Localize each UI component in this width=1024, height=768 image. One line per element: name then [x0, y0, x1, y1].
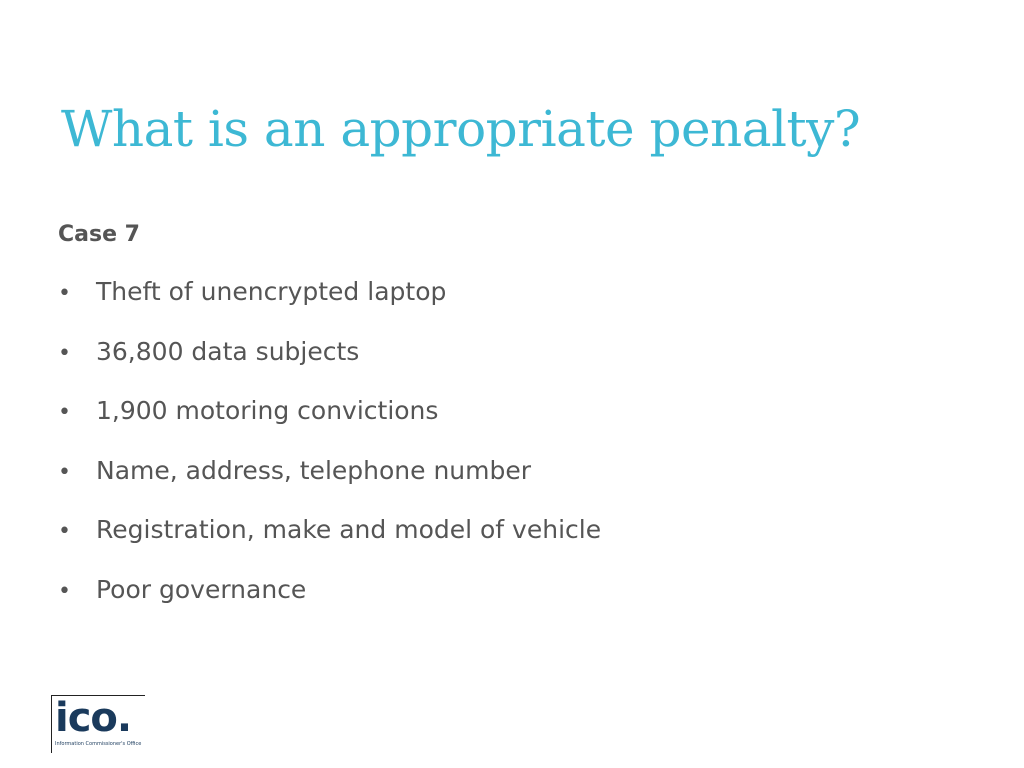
- slide-title: What is an appropriate penalty?: [61, 100, 861, 158]
- logo-text: ico.: [55, 695, 132, 741]
- bullet-icon: •: [58, 281, 71, 306]
- bullet-icon: •: [58, 519, 71, 545]
- bullet-text: Theft of unencrypted laptop: [96, 277, 447, 306]
- bullet-text: Poor governance: [96, 574, 307, 604]
- logo-subtitle: Information Commissioner's Office: [55, 741, 142, 747]
- ico-logo: [51, 695, 145, 753]
- list-item: [58, 571, 601, 631]
- bullet-text: 36,800 data subjects: [96, 336, 360, 366]
- bullet-text: 1,900 motoring convictions: [96, 396, 439, 426]
- list-item: [58, 273, 601, 333]
- bullet-list: [58, 273, 601, 631]
- bullet-icon: •: [58, 578, 71, 604]
- list-item: [58, 392, 601, 452]
- bullet-text: Name, address, telephone number: [96, 455, 532, 485]
- list-item: [58, 333, 601, 393]
- case-label: Case 7: [58, 222, 140, 247]
- list-item: [58, 511, 601, 571]
- bullet-icon: •: [58, 340, 71, 366]
- bullet-text: Registration, make and model of vehicle: [96, 515, 602, 545]
- bullet-icon: •: [58, 459, 71, 485]
- bullet-icon: •: [58, 400, 71, 426]
- list-item: [58, 452, 601, 512]
